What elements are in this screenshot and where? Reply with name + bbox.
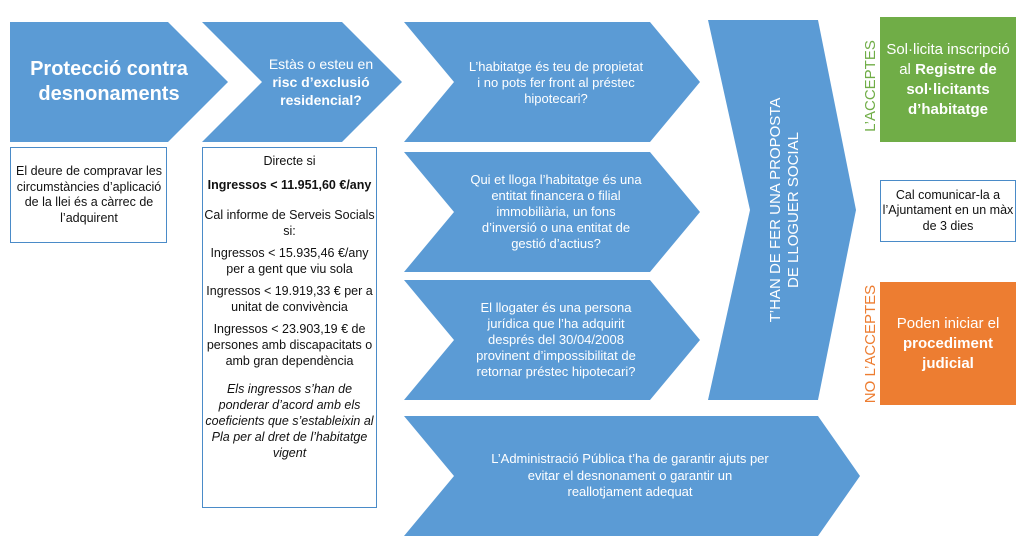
- reject-result-text: Poden iniciar el procediment judicial: [896, 315, 1000, 372]
- accept-label: L’ACCEPTES: [862, 40, 879, 132]
- directe-condition: Ingressos < 11.951,60 €/any: [207, 178, 372, 192]
- condition-3-text: El llogater és una persona jurídica que l’ha adquirit després del 30/04/2008 provinent d’impossibilitat de retornar préstec hipotecari?: [476, 300, 636, 379]
- directe-label: Directe si: [263, 154, 316, 168]
- condition-4-text: L’Administració Pública t’ha de garantir ajuts per evitar el desnonament o garantir un reallotjament adequat: [491, 451, 769, 500]
- step2-info: [204, 153, 375, 461]
- income-condition-3: Ingressos < 23.903,19 € de persones amb discapacitats o amb gran dependència: [206, 322, 373, 368]
- condition-2-text: Qui et lloga l’habitatge és una entitat financera o filial immobiliària, un fons d’inversió o una entitat de gestió d’actius?: [470, 172, 642, 251]
- accept-result-text: Sol·licita inscripció al Registre de sol·licitants d’habitatge: [886, 40, 1010, 118]
- accept-note: Cal comunicar-la a l’Ajuntament en un màx de 3 dies: [882, 187, 1014, 233]
- condition-1-text: L’habitatge és teu de propietat i no pots fer front al préstec hipotecari?: [468, 59, 644, 106]
- step1-note: El deure de compravar les circumstàncies d’aplicació de la llei és a càrrec de l’adquirent: [16, 164, 162, 225]
- step1-title: Protecció contra desnonaments: [30, 58, 188, 105]
- ponderation-note: Els ingressos s’han de ponderar d’acord amb els coeficients que s’estableixin al Pla per al dret de l’habitatge vigent: [205, 382, 374, 460]
- income-condition-2: Ingressos < 19.919,33 € per a unitat de convivència: [206, 284, 373, 314]
- step2-question: Estàs o esteu en risc d’exclusió residencial?: [268, 56, 374, 108]
- income-condition-1: Ingressos < 15.935,46 €/any per a gent que viu sola: [210, 246, 369, 276]
- informe-label: Cal informe de Serveis Socials si:: [204, 208, 375, 238]
- reject-label: NO L’ACCEPTES: [862, 284, 879, 404]
- proposal-text: T’HAN DE FER UNA PROPOSTA DE LLOGUER SOCIAL: [767, 97, 802, 323]
